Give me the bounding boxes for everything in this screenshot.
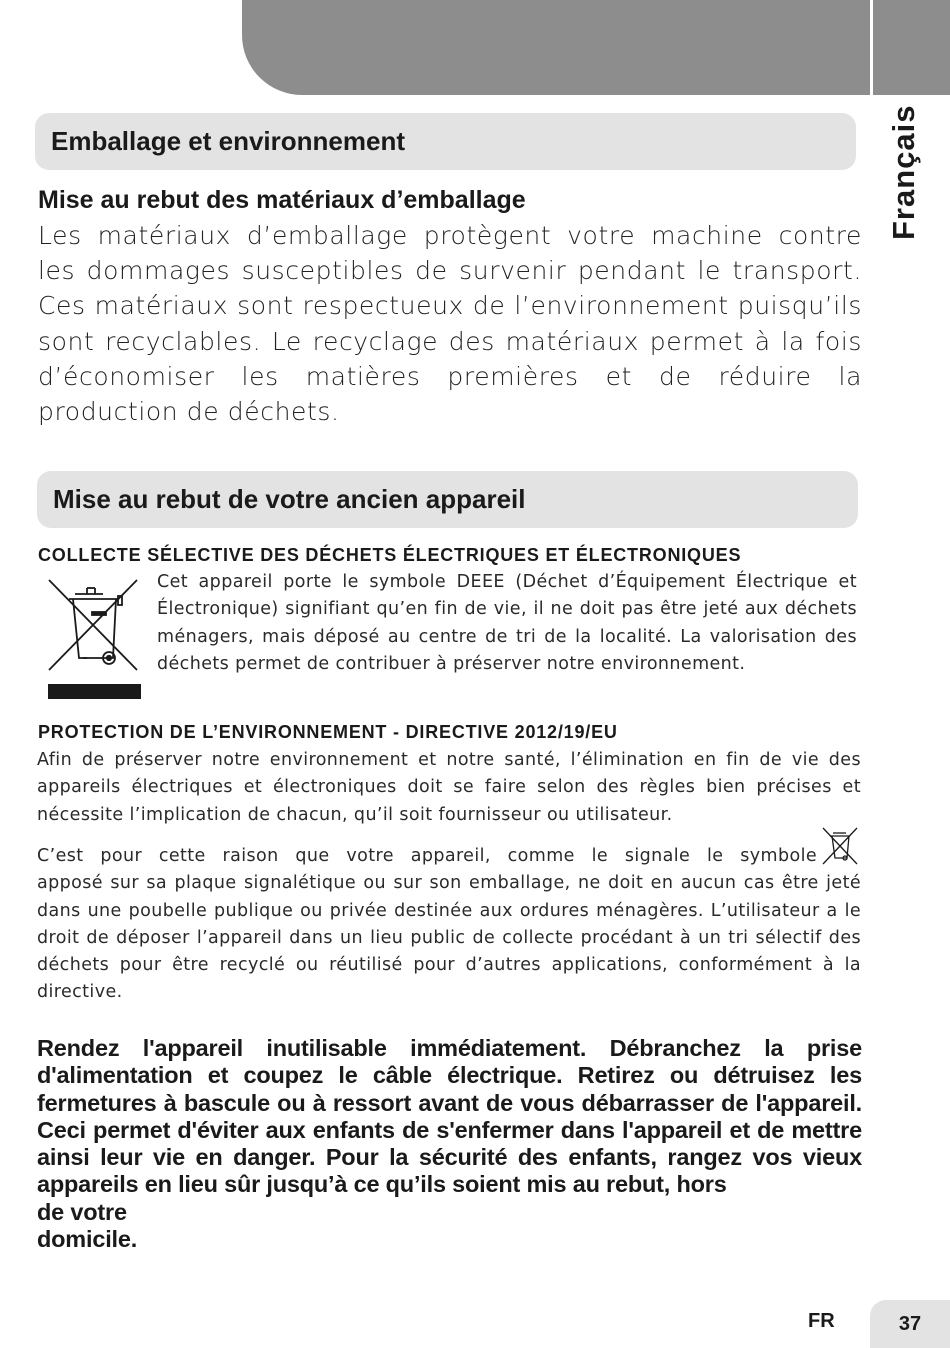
safety-warning-line-2: de votre (37, 1198, 127, 1225)
subheading-packaging-disposal: Mise au rebut des matériaux d’emballage (38, 186, 526, 214)
language-side-tab: Français (886, 104, 921, 240)
environment-paragraph-2-rest: apposé sur sa plaque signalétique ou sur son emballage, ne doit en aucun cas être jeté dans une poubelle publique ou privée destinée aux ordures ménagères. L’utilisateur a le droit de déposer l’appareil dans un lieu public de collecte procédant à un tri sélectif des déchets pour être recyclé ou réutilisé pour d’autres applications, conformément à la directive. (37, 873, 861, 1003)
environment-paragraph-1: Afin de préserver notre environnement et notre santé, l’élimination en fin de vie des appareils électriques et électroniques doit se faire selon des règles bien précises et nécessite l’implication de chacun, qu’il soit fournisseur ou utilisateur. (37, 750, 861, 825)
environment-paragraph-2-first-line: C’est pour cette raison que votre appareil, comme le signale le symbole (37, 846, 817, 866)
crossed-out-wheelie-bin-icon (45, 572, 141, 700)
weee-heading: COLLECTE SÉLECTIVE DES DÉCHETS ÉLECTRIQUES ET ÉLECTRONIQUES (38, 545, 742, 565)
weee-paragraph: Cet appareil porte le symbole DEEE (Déchet d’Équipement Électrique et Électronique) signifiant qu’en fin de vie, il ne doit pas être jeté aux déchets ménagers, mais déposé au centre de tri de la localité. La valorisation des déchets permet de contribuer à préserver notre environnement. (157, 572, 857, 674)
header-tab (242, 0, 870, 95)
packaging-body-text: Les matériaux d’emballage protègent votre machine contre les dommages susceptibles de survenir pendant le transport. Ces matériaux sont respectueux de l’environnement puisqu’ils sont recyclables. Le recyclage des matériaux permet à la fois d’économiser les matières premières et de réduire la production de déchets. (38, 221, 862, 427)
section-title-packaging: Emballage et environnement (35, 113, 856, 170)
safety-warning-main: Rendez l'appareil inutilisable immédiatement. Débranchez la prise d'alimentation et coupez le câble électrique. Retirez ou détruisez les fermetures à bascule ou à ressort avant de vous débarrasser de l'appareil. Ceci permet d'éviter aux enfants de s'enfermer dans l'appareil et de mettre ainsi leur vie en danger. Pour la sécurité des enfants, rangez vos vieux appareils en lieu sûr jusqu’à ce qu’ils soient mis au rebut, hors (37, 1035, 862, 1198)
section-title-old-appliance: Mise au rebut de votre ancien appareil (37, 471, 858, 528)
environment-paragraph-2 (37, 843, 861, 1007)
safety-warning (37, 1035, 862, 1253)
page-number: 37 (870, 1300, 950, 1348)
safety-warning-line-3: domicile. (37, 1226, 138, 1253)
inline-weee-bin-icon (821, 826, 859, 866)
environment-directive-heading: PROTECTION DE L’ENVIRONNEMENT - DIRECTIVE 2012/19/EU (38, 722, 618, 742)
footer-language-code: FR (808, 1310, 835, 1332)
header-tab-corner (873, 0, 950, 95)
